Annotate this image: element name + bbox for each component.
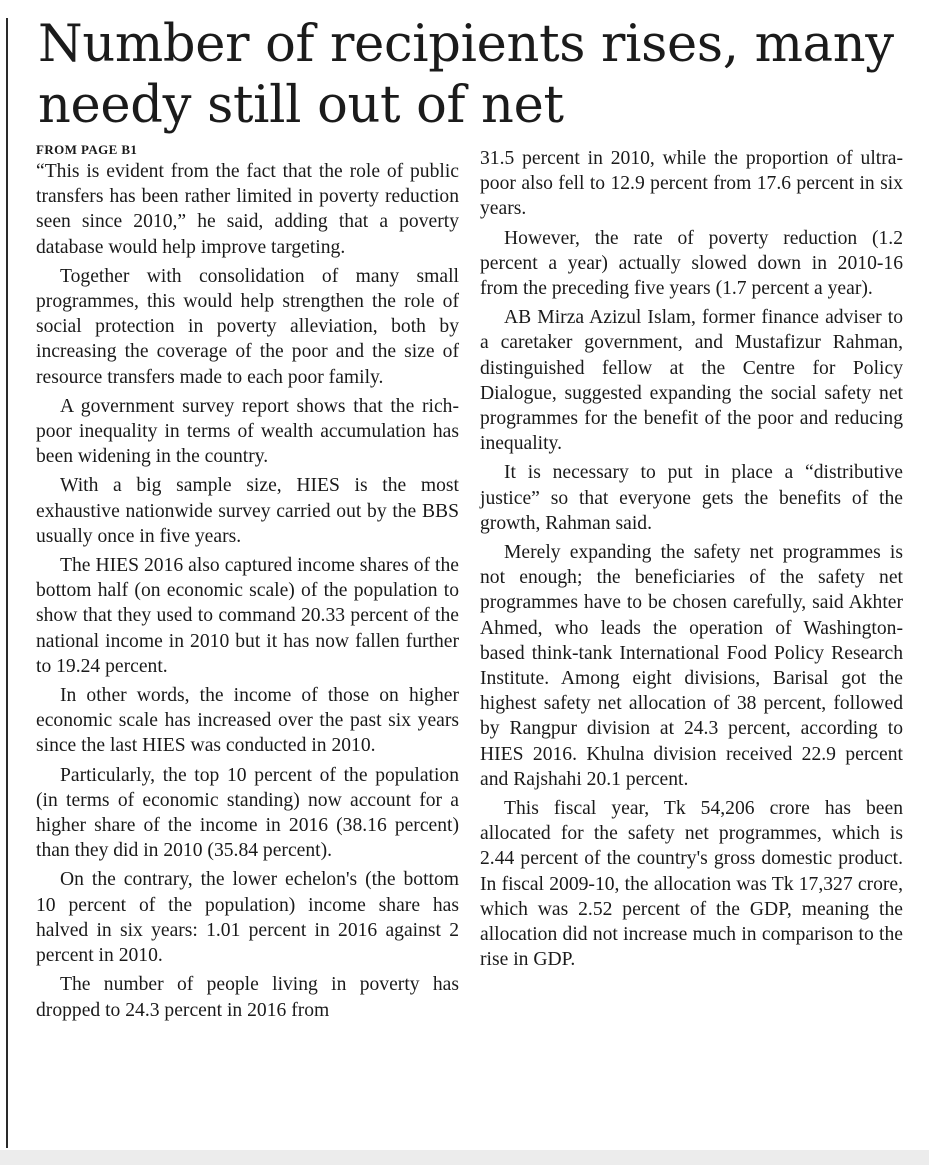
paragraph: Particularly, the top 10 percent of the population (in terms of economic standing) now account for a higher share of the income in 2016 (38.16 percent) than they did in 2010 (35.84 percent). xyxy=(36,764,459,862)
paragraph: On the contrary, the lower echelon's (the bottom 10 percent of the population) income share has halved in six years: 1.01 percent in 2016 against 2 percent in 2010. xyxy=(36,869,459,967)
paragraph: This fiscal year, Tk 54,206 crore has been allocated for the safety net programmes, which is 2.44 percent of the country's gross domestic product. In fiscal 2009-10, the allocation was Tk 17,327 crore, which was 2.52 percent of the GDP, meaning the allocation did not increase much in comparison to the rise in GDP. xyxy=(480,798,903,971)
paragraph: However, the rate of poverty reduction (1.2 percent a year) actually slowed down in 2010-16 from the preceding five years (1.7 percent a year). xyxy=(480,227,903,300)
bottom-strip xyxy=(0,1150,929,1165)
paragraph: The number of people living in poverty has dropped to 24.3 percent in 2016 from xyxy=(36,974,459,1021)
paragraph: A government survey report shows that the rich-poor inequality in terms of wealth accumulation has been widening in the country. xyxy=(36,395,459,468)
paragraph: AB Mirza Azizul Islam, former finance adviser to a caretaker government, and Mustafizur Rahman, distinguished fellow at the Centre for Policy Dialogue, suggested expanding the social safety net programmes for the benefit of the poor and reducing inequality. xyxy=(480,307,903,455)
headline: Number of recipients rises, many needy still out of net xyxy=(38,15,894,135)
source-line: FROM PAGE B1 xyxy=(36,142,138,157)
paragraph: The HIES 2016 also captured income shares of the bottom half (on economic scale) of the population to show that they used to command 20.33 percent of the national income in 2010 but it has now fallen further to 19.24 percent. xyxy=(36,555,459,677)
clipping-left-rule xyxy=(6,18,8,1148)
paragraph: Merely expanding the safety net programmes is not enough; the beneficiaries of the safety net programmes have to be chosen carefully, said Akhter Ahmed, who leads the operation of Washington-based think-tank International Food Policy Research Institute. Among eight divisions, Barisal got the highest safety net allocation of 38 percent, followed by Rangpur division at 24.3 percent, according to HIES 2016. Khulna division received 22.9 percent and Rajshahi 20.1 percent. xyxy=(480,542,903,790)
right-column xyxy=(480,146,903,977)
paragraph: Together with consolidation of many small programmes, this would help strengthen the role of social protection in poverty alleviation, both by increasing the coverage of the poor and the size of resource transfers made to each poor family. xyxy=(36,265,459,388)
paragraph: “This is evident from the fact that the role of public transfers has been rather limited in poverty reduction seen since 2010,” he said, adding that a poverty database would help improve targeting. xyxy=(36,161,459,258)
paragraph: With a big sample size, HIES is the most exhaustive nationwide survey carried out by the BBS usually once in five years. xyxy=(36,475,459,547)
paragraph: It is necessary to put in place a “distributive justice” so that everyone gets the benefits of the growth, Rahman said. xyxy=(480,462,903,534)
paragraph: In other words, the income of those on higher economic scale has increased over the past six years since the last HIES was conducted in 2010. xyxy=(36,685,459,757)
paragraph: 31.5 percent in 2010, while the proportion of ultra-poor also fell to 12.9 percent from 17.6 percent in six years. xyxy=(480,148,903,220)
left-column xyxy=(36,142,459,1027)
